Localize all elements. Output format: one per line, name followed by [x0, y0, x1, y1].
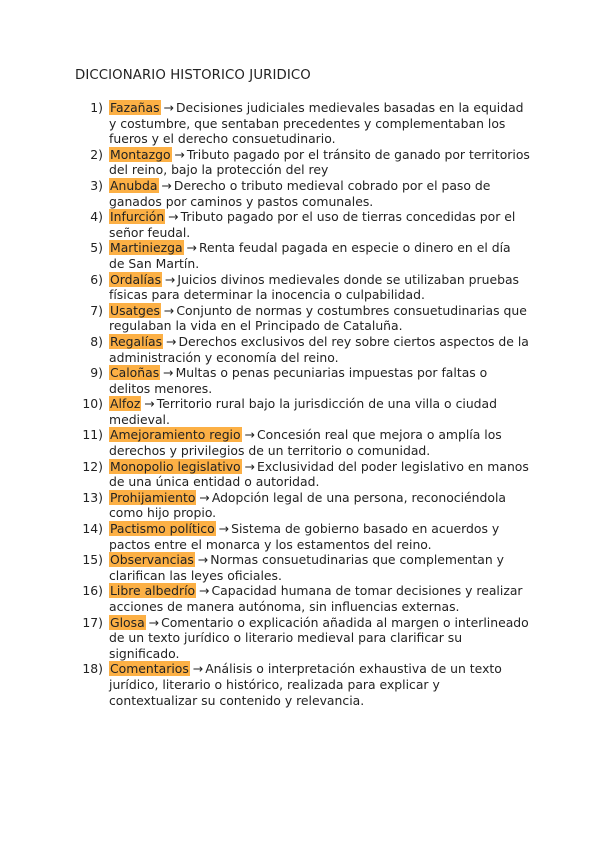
entry-definition: Derecho o tributo medieval cobrado por el paso de ganados por caminos y pastos comunales. — [109, 177, 491, 209]
entry-term: Martiniezga — [110, 240, 183, 256]
entry-term: Libre albedrío — [110, 583, 196, 599]
entry-definition: Análisis o interpretación exhaustiva de un texto jurídico, literario o histórico, realizada para explicar y contextualizar su contenido y relevancia. — [109, 661, 502, 708]
list-item — [75, 396, 530, 427]
list-item — [75, 427, 530, 458]
entry-definition: Normas consuetudinarias que complementan y clarifican las leyes oficiales. — [109, 552, 505, 583]
entry-term: Usatges — [110, 302, 160, 318]
entry-term: Amejoramiento regio — [110, 427, 241, 443]
entry-definition: Capacidad humana de tomar decisiones y realizar acciones de manera autónoma, sin influencias externas. — [109, 583, 523, 614]
entry-number: 5) — [90, 240, 103, 256]
entry-definition: Comentario o explicación añadida al margen o interlineado de un texto jurídico o literario medieval para clarificar su significado. — [109, 614, 529, 661]
arrow-icon: → — [163, 302, 175, 318]
entry-definition: Exclusividad del poder legislativo en manos de una única entidad o autoridad. — [109, 458, 529, 490]
arrow-icon: → — [244, 458, 256, 474]
entry-definition: Decisiones judiciales medievales basadas en la equidad y costumbre, que sentaban precedentes y complementaban los fueros y el derecho consuetudinario. — [109, 100, 524, 147]
entry-number: 8) — [90, 333, 103, 349]
list-item — [75, 209, 530, 240]
arrow-icon: → — [218, 521, 230, 537]
entry-definition: Derechos exclusivos del rey sobre ciertos aspectos de la administración y economía del reino. — [109, 333, 529, 365]
entry-number: 12) — [82, 458, 103, 474]
arrow-icon: → — [165, 271, 176, 287]
entry-number: 16) — [82, 583, 103, 599]
list-item — [75, 521, 530, 552]
entry-number: 4) — [90, 209, 103, 225]
list-item — [75, 583, 530, 614]
entry-definition: Tributo pagado por el tránsito de ganado por territorios del reino, bajo la protección del rey — [109, 146, 530, 178]
entry-term: Caloñas — [110, 365, 160, 381]
entry-definition: Concesión real que mejora o amplía los derechos y privilegios de un territorio o comunidad. — [109, 427, 502, 459]
entry-number: 10) — [82, 396, 103, 412]
list-item — [75, 272, 530, 303]
list-item — [75, 490, 530, 521]
entry-number: 15) — [82, 552, 103, 568]
list-item — [75, 334, 530, 365]
entry-definition: Adopción legal de una persona, reconociéndola como hijo propio. — [109, 489, 507, 521]
entry-term: Prohijamiento — [110, 489, 196, 505]
arrow-icon: → — [148, 614, 160, 630]
entry-term: Montazgo — [110, 146, 171, 162]
list-item — [75, 661, 530, 708]
arrow-icon: → — [192, 661, 204, 677]
list-item — [75, 459, 530, 490]
entry-number: 13) — [82, 489, 103, 505]
entry-term: Fazañas — [110, 100, 160, 115]
entry-definition: Sistema de gobierno basado en acuerdos y pactos entre el monarca y los estamentos del reino. — [109, 521, 500, 552]
entry-number: 17) — [82, 614, 103, 630]
entry-number: 3) — [90, 177, 103, 193]
arrow-icon: → — [144, 396, 155, 412]
entry-definition: Territorio rural bajo la jurisdicción de una villa o ciudad medieval. — [109, 396, 498, 427]
list-item — [75, 147, 530, 178]
entry-number: 14) — [82, 521, 103, 537]
document-title: DICCIONARIO HISTORICO JURIDICO — [75, 68, 311, 83]
entry-term: Pactismo político — [110, 521, 215, 537]
entry-term: Ordalías — [110, 271, 162, 287]
entry-number: 11) — [82, 427, 103, 443]
list-item — [75, 178, 530, 209]
entry-term: Alfoz — [110, 396, 141, 412]
arrow-icon: → — [244, 427, 255, 443]
entry-definition: Multas o penas pecuniarias impuestas por faltas o delitos menores. — [109, 365, 488, 396]
entry-term: Regalías — [110, 333, 163, 349]
entry-term: Glosa — [110, 614, 145, 630]
entry-number: 18) — [82, 661, 103, 677]
list-item — [75, 303, 530, 334]
list-item — [75, 240, 530, 271]
entry-term: Comentarios — [110, 661, 189, 677]
entry-number: 9) — [90, 365, 103, 381]
entry-definition: Tributo pagado por el uso de tierras concedidas por el señor feudal. — [109, 209, 516, 240]
entry-number: 1) — [90, 100, 103, 115]
list-item — [75, 100, 530, 147]
entry-definition: Juicios divinos medievales donde se utilizaban pruebas físicas para determinar la inocencia o culpabilidad. — [109, 271, 519, 303]
arrow-icon: → — [174, 146, 185, 162]
entry-definition: Conjunto de normas y costumbres consuetudinarias que regulaban la vida en el Principado de Cataluña. — [109, 302, 527, 334]
arrow-icon: → — [197, 552, 209, 568]
entry-number: 2) — [90, 146, 103, 162]
entry-term: Monopolio legislativo — [110, 458, 241, 474]
arrow-icon: → — [163, 100, 174, 115]
entry-number: 6) — [90, 271, 103, 287]
list-item — [75, 615, 530, 662]
arrow-icon: → — [168, 209, 179, 225]
entry-list — [75, 100, 530, 708]
entry-term: Observancias — [110, 552, 194, 568]
arrow-icon: → — [186, 240, 197, 256]
entry-definition: Renta feudal pagada en especie o dinero en el día de San Martín. — [109, 240, 511, 271]
arrow-icon: → — [163, 365, 174, 381]
arrow-icon: → — [199, 489, 210, 505]
list-item — [75, 365, 530, 396]
arrow-icon: → — [161, 177, 172, 193]
entry-term: Infurción — [110, 209, 165, 225]
arrow-icon: → — [199, 583, 210, 599]
arrow-icon: → — [166, 333, 177, 349]
entry-term: Anubda — [110, 177, 158, 193]
list-item — [75, 552, 530, 583]
entry-number: 7) — [90, 302, 103, 318]
